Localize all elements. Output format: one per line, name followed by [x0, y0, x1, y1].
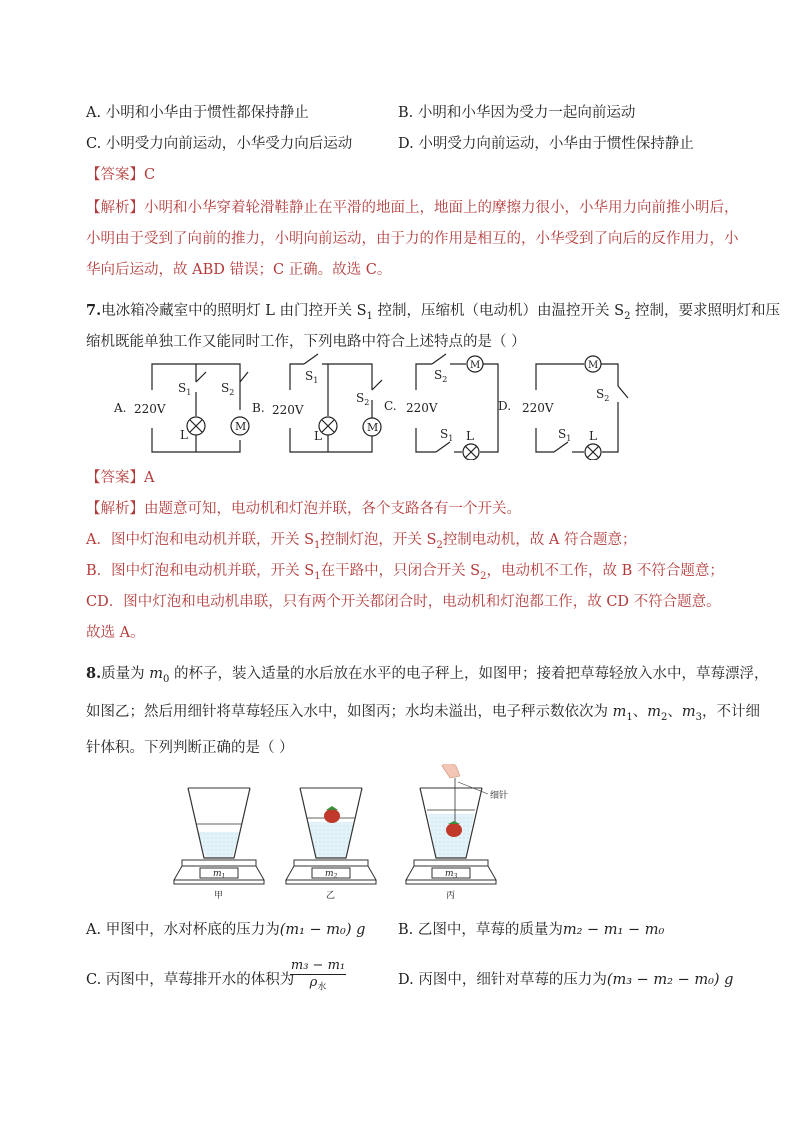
scale-reading: $m_1$ — [213, 869, 226, 880]
scale-reading: $m_2$ — [325, 869, 338, 880]
answer-tag: 【答案】 — [86, 470, 144, 486]
lamp-label: L — [589, 429, 597, 443]
circuit-a — [152, 364, 249, 452]
option-text: A. 甲图中，水对杯底的压力为 — [86, 922, 280, 938]
math-var: m — [681, 704, 696, 720]
subscript: 2 — [624, 310, 631, 322]
switch-label: $S_2$ — [596, 387, 610, 403]
label-a: A. — [114, 401, 127, 415]
answer-tag: 【答案】 — [86, 167, 144, 183]
switch-label: $S_1$ — [178, 381, 192, 397]
q8-option-a — [86, 918, 365, 939]
motor-label: M — [235, 420, 247, 433]
q6-option-b: B. 小明和小华因为受力一起向前运动 — [398, 105, 636, 121]
analysis-text: A．图中灯泡和电动机并联，开关 S — [86, 532, 315, 548]
math-expression: (m₃ − m₂ − m₀) g — [606, 972, 734, 988]
analysis-text: ，电动机不工作，故 B 不符合题意； — [486, 563, 724, 579]
fraction-numerator: m₃ − m₁ — [290, 958, 346, 973]
math-expression: (m₁ − m₀) g — [279, 922, 366, 938]
cup-bing — [406, 764, 496, 884]
stem-text: 的杯子，装入适量的水后放在水平的电子秤上，如图甲；接着把草莓轻放入水中，草莓漂浮， — [169, 666, 769, 682]
motor-label: M — [367, 421, 379, 434]
stem-text: 质量为 — [101, 666, 150, 682]
q7-analysis-line-cd: CD．图中灯泡和电动机串联，只有两个开关都闭合时，电动机和灯泡都工作，故 CD 不符合题意。 — [86, 594, 721, 610]
motor-label: M — [470, 360, 481, 371]
voltage-label: 220V — [272, 403, 304, 417]
q8-option-d — [398, 968, 733, 989]
figure-label-jia: 甲 — [214, 891, 224, 901]
question-number: 8. — [86, 665, 102, 682]
subscript: 2 — [480, 570, 487, 582]
q6-option-c: C. 小明受力向前运动，小华受力向后运动 — [86, 136, 353, 152]
math-var: m — [647, 704, 661, 720]
option-text: B. 乙图中，草莓的质量为 — [398, 922, 563, 938]
voltage-label: 220V — [406, 401, 438, 415]
answer-value: A — [144, 470, 155, 486]
q8-stem-line-1 — [86, 662, 768, 685]
q8-option-c — [86, 968, 294, 989]
subscript: 1 — [314, 570, 321, 582]
separator: 、 — [667, 704, 682, 720]
switch-label: $S_1$ — [305, 369, 319, 385]
math-var: m — [612, 704, 627, 720]
switch-label: $S_2$ — [434, 368, 448, 384]
voltage-label: 220V — [134, 402, 166, 416]
math-expression: m₂ − m₁ − m₀ — [562, 922, 665, 938]
q6-option-a: A. 小明和小华由于惯性都保持静止 — [86, 105, 309, 121]
lamp-label: L — [314, 429, 322, 443]
label-b: B. — [252, 401, 265, 415]
analysis-tag: 【解析】 — [86, 200, 144, 216]
analysis-tag: 【解析】 — [86, 501, 144, 517]
label-c: C. — [384, 399, 397, 413]
q8-stem-line-2 — [86, 700, 760, 723]
figure-label-bing: 丙 — [446, 891, 456, 901]
q6-answer — [86, 163, 155, 184]
switch-label: $S_2$ — [356, 391, 370, 407]
q6-analysis-line-3: 华向后运动，故 ABD 错误；C 正确。故选 C。 — [86, 262, 392, 278]
analysis-text: B．图中灯泡和电动机并联，开关 S — [86, 563, 315, 579]
answer-value: C — [144, 167, 156, 183]
stem-text: 电冰箱冷藏室中的照明灯 L 由门控开关 S — [101, 303, 367, 319]
label-d: D. — [498, 399, 512, 413]
needle-label: 细针 — [490, 791, 509, 801]
q7-analysis-line-b — [86, 559, 724, 582]
subscript: 2 — [436, 539, 443, 551]
q6-analysis-line-2: 小明由于受到了向前的推力，小明向前运动，由于力的作用是相互的，小华受到了向后的反作用力，小 — [86, 231, 739, 247]
subscript: 3 — [695, 711, 702, 723]
strawberry-icon — [324, 809, 340, 823]
q7-conclusion: 故选 A。 — [86, 625, 145, 641]
subscript: 1 — [366, 310, 373, 322]
q7-circuit-diagrams — [100, 352, 640, 460]
analysis-text: 由题意可知，电动机和灯泡并联，各个支路各有一个开关。 — [144, 501, 521, 517]
analysis-text: 控制灯泡，开关 S — [320, 532, 437, 548]
q7-stem-line-2: 缩机既能单独工作又能同时工作，下列电路中符合上述特点的是（ ） — [86, 334, 526, 350]
option-text: C. 丙图中，草莓排开水的体积为 — [86, 972, 295, 988]
hand-icon — [442, 764, 460, 778]
subscript: 1 — [626, 711, 633, 723]
lamp-label: L — [180, 428, 188, 442]
q7-analysis-line-1 — [86, 497, 521, 518]
analysis-text: 小明和小华穿着轮滑鞋静止在平滑的地面上，地面上的摩擦力很小，小华用力向前推小明后， — [144, 200, 739, 216]
q8-option-b — [398, 918, 664, 939]
switch-label: $S_1$ — [440, 427, 454, 443]
option-text: D. 丙图中，细针对草莓的压力为 — [398, 972, 607, 988]
q8-stem-line-3: 针体积。下列判断正确的是（ ） — [86, 740, 294, 756]
subscript: 1 — [314, 539, 321, 551]
stem-text: ，不计细 — [701, 704, 760, 720]
subscript: 2 — [660, 711, 668, 723]
switch-label: $S_1$ — [558, 427, 572, 443]
q7-analysis-line-a — [86, 528, 637, 551]
q7-stem-line-1 — [86, 299, 780, 322]
separator: 、 — [632, 704, 648, 720]
switch-label: $S_2$ — [221, 381, 235, 397]
fraction-denominator: $\rho_水$ — [309, 975, 327, 993]
subscript: 0 — [163, 673, 170, 685]
scale-reading: $m_3$ — [445, 869, 458, 880]
question-number: 7. — [86, 302, 102, 319]
q6-option-d: D. 小明受力向前运动，小华由于惯性保持静止 — [398, 136, 694, 152]
analysis-text: 在干路中，只闭合开关 S — [320, 563, 481, 579]
stem-text: 控制，要求照明灯和压 — [630, 303, 781, 319]
strawberry-icon — [446, 823, 462, 837]
motor-label: M — [588, 360, 599, 371]
q7-answer — [86, 466, 154, 487]
stem-text: 控制，压缩机（电动机）由温控开关 S — [372, 303, 625, 319]
analysis-text: 控制电动机，故 A 符合题意； — [442, 532, 637, 548]
math-var: m — [149, 666, 163, 682]
voltage-label: 220V — [522, 401, 554, 415]
stem-text: 如图乙；然后用细针将草莓轻压入水中，如图丙；水均未溢出，电子秤示数依次为 — [86, 704, 613, 720]
lamp-label: L — [466, 429, 474, 443]
figure-label-yi: 乙 — [326, 891, 336, 901]
q8-option-c-fraction — [290, 958, 346, 993]
q6-analysis-line-1 — [86, 196, 739, 217]
q8-cups-figure — [170, 764, 510, 904]
